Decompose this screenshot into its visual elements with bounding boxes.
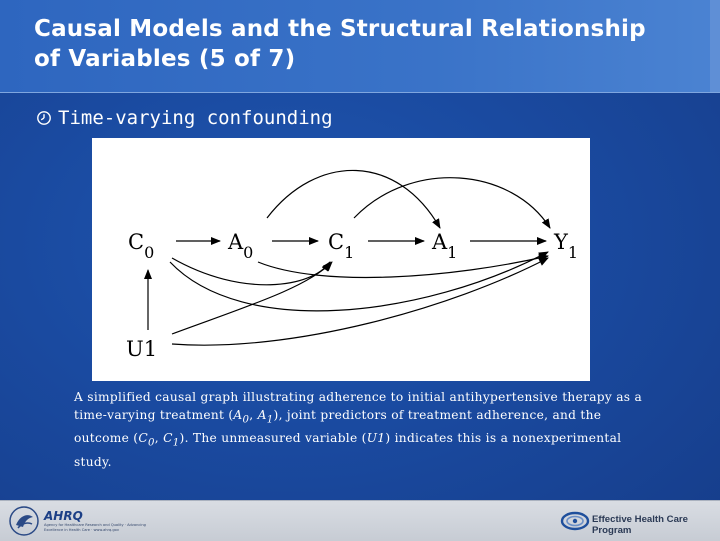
causal-diagram (92, 138, 590, 381)
program-name: Effective Health Care Program (592, 514, 688, 536)
edge-a0-y1 (258, 256, 548, 277)
node-a1: $A_1$ (432, 230, 458, 262)
ahrq-logo: AHRQ (44, 509, 83, 523)
title-bar (0, 0, 720, 93)
node-u1: U1 (126, 337, 158, 361)
causal-diagram-svg (92, 138, 590, 381)
node-c0: $C_0$ (128, 230, 155, 262)
edge-c1-y1 (354, 178, 550, 228)
node-a0: $A_0$ (228, 230, 254, 262)
footer-bar (0, 500, 720, 541)
title-bar-edge (710, 0, 720, 92)
node-c1: $C_1$ (328, 230, 355, 262)
figure-caption: A simplified causal graph illustrating adherence to initial antihypertensive therapy as a time-varying treatment ($A_0$, $A_1$), joint predictors of treatment adherence, and the outcome ($C_0$, $C_1$). The unmeasured variable (U1) indicates this is a nonexperimental study. (74, 390, 643, 469)
edge-a0-a1 (267, 170, 440, 228)
node-y1: $Y_1$ (554, 230, 579, 262)
bullet-item (36, 104, 333, 132)
slide-title: Causal Models and the Structural Relationship of Variables (5 of 7) (34, 16, 646, 72)
clock-icon (36, 110, 52, 126)
edge-c0-y1 (170, 252, 548, 311)
hhs-eagle-logo-icon (8, 505, 40, 537)
edge-u1-y1 (172, 258, 548, 345)
ehc-swoosh-icon (560, 509, 590, 533)
ahrq-tagline: Agency for Healthcare Research and Quality · Advancing Excellence in Health Care · www.ahrq.gov (44, 523, 146, 532)
bullet-text: Time-varying confounding (58, 107, 333, 129)
edge-u1-c1 (172, 262, 332, 334)
